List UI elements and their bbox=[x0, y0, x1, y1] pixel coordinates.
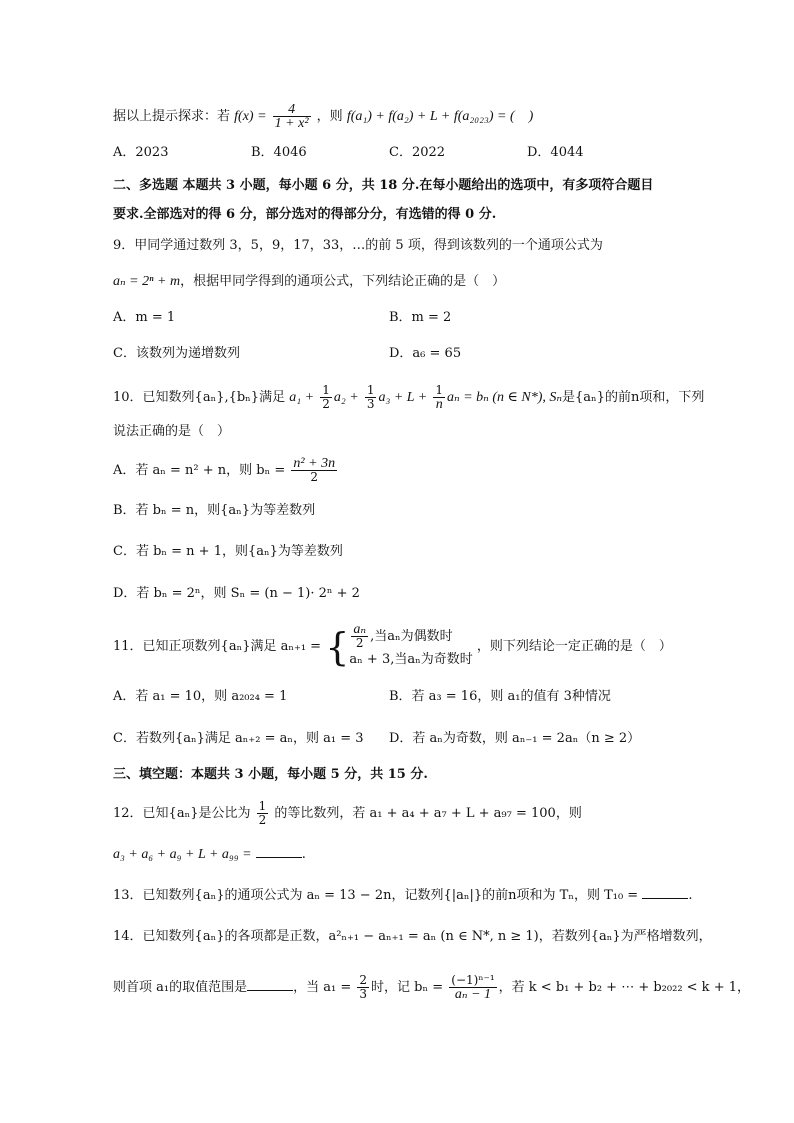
q12-expr: a₃ + a₆ + a₉ + L + a₉₉ = bbox=[113, 847, 252, 862]
q11-case-even-den: 2 bbox=[355, 636, 364, 650]
q12-stem-cont bbox=[113, 845, 306, 865]
q10-frac-2-num: 1 bbox=[366, 383, 375, 397]
q10-suffix: 是{aₙ}的前n项和，下列 bbox=[562, 390, 705, 405]
q8-prefix: 据以上提示探求：若 bbox=[113, 109, 231, 124]
q14-frac-1 bbox=[357, 974, 369, 1001]
q10-term-a1: a₁ + bbox=[289, 390, 315, 405]
q14-text-b: ，当 a₁ = bbox=[293, 980, 352, 995]
q9-stem-rest: ，根据甲同学得到的通项公式，下列结论正确的是（ ） bbox=[180, 274, 506, 289]
q10-option-c: C．若 bₙ = n + 1，则{aₙ}为等差数列 bbox=[113, 544, 343, 559]
q10-term-an: aₙ = bₙ (n ∈ N*), Sₙ bbox=[447, 390, 563, 405]
q14-frac-2 bbox=[449, 974, 496, 1001]
q10-frac-2 bbox=[365, 384, 377, 411]
section3-heading: 三、填空题：本题共 3 小题，每小题 5 分，共 15 分. bbox=[113, 767, 428, 782]
q14-answer-blank[interactable] bbox=[247, 978, 293, 991]
q9-option-c: C．该数列为递增数列 bbox=[113, 346, 240, 361]
q8-option-a: A．2023 bbox=[113, 145, 169, 160]
q11-stem bbox=[113, 622, 672, 676]
q13-text: 13．已知数列{aₙ}的通项公式为 aₙ = 13 − 2n，记数列{|aₙ|}的前n项和为 Tₙ，则 T₁₀ = bbox=[113, 888, 639, 903]
q10-frac-2-den: 3 bbox=[366, 397, 375, 411]
q10-term-a3: a₃ + L + bbox=[378, 390, 428, 405]
q10-option-a bbox=[113, 457, 339, 484]
q11-prefix: 11．已知正项数列{aₙ}满足 aₙ₊₁ = bbox=[113, 639, 322, 654]
q11-case-even bbox=[349, 623, 472, 650]
q11-brace: { bbox=[325, 624, 350, 669]
q8-mid: ，则 bbox=[316, 109, 343, 124]
q14-stem: 14．已知数列{aₙ}的各项都是正数，a²ₙ₊₁ − aₙ₊₁ = aₙ (n ∈ N*, n ≥ 1)，若数列{aₙ}为严格增数列， bbox=[113, 929, 712, 944]
q10-option-d: D．若 bₙ = 2ⁿ，则 Sₙ = (n − 1)· 2ⁿ + 2 bbox=[113, 586, 360, 601]
q11-case-odd: aₙ + 3,当aₙ为奇数时 bbox=[349, 652, 473, 667]
q10-frac-1-den: 2 bbox=[322, 397, 330, 411]
q11-case-even-num: aₙ bbox=[353, 622, 367, 637]
q10-frac-3-den: n bbox=[435, 397, 443, 412]
q10-frac-3 bbox=[433, 384, 445, 411]
q11-case-even-text: ,当aₙ为偶数时 bbox=[370, 629, 453, 644]
q12-answer-blank[interactable] bbox=[256, 845, 302, 858]
q8-frac-den: 1 + x² bbox=[274, 116, 309, 131]
q8-func-lhs: f(x) = bbox=[234, 109, 267, 124]
q14-text-d: ，若 k < b₁ + b₂ + ⋯ + b₂₀₂₂ < k + 1， bbox=[498, 980, 750, 995]
q10-option-a-frac bbox=[291, 457, 337, 484]
q8-option-b: B．4046 bbox=[251, 145, 307, 160]
q10-option-a-num: n² + 3n bbox=[293, 456, 336, 471]
q14-text-c: 时，记 bₙ = bbox=[371, 980, 444, 995]
q12-end: . bbox=[301, 847, 306, 862]
q11-case-even-frac bbox=[351, 623, 368, 650]
q10-frac-1 bbox=[320, 384, 332, 411]
section2-heading: 二、多选题 本题共 3 小题，每小题 6 分，共 18 分.在每小题给出的选项中，有多项符合题目 bbox=[113, 178, 654, 193]
q9-option-d: D．a₆ = 65 bbox=[389, 346, 462, 361]
q8-sum: f(a₁) + f(a₂) + L + f(a₂₀₂₃) = ( ) bbox=[346, 109, 534, 124]
q11-option-c: C．若数列{aₙ}满足 aₙ₊₂ = aₙ，则 a₁ = 3 bbox=[113, 731, 364, 746]
q8-option-c: C．2022 bbox=[389, 145, 446, 160]
q10-frac-3-num: 1 bbox=[435, 383, 444, 397]
q10-stem bbox=[113, 384, 704, 411]
q14-frac-1-num: 2 bbox=[359, 973, 368, 987]
q10-option-a-text: A．若 aₙ = n² + n，则 bₙ = bbox=[113, 463, 286, 478]
q12-suffix: 的等比数列，若 a₁ + a₄ + a₇ + L + a₉₇ = 100，则 bbox=[274, 806, 582, 821]
q13-answer-blank[interactable] bbox=[642, 886, 688, 899]
q11-option-b: B．若 a₃ = 16，则 a₁的值有 3种情况 bbox=[389, 689, 611, 704]
q11-option-a: A．若 a₁ = 10，则 a₂₀₂₄ = 1 bbox=[113, 689, 288, 704]
q11-option-d: D．若 aₙ为奇数，则 aₙ₋₁ = 2aₙ（n ≥ 2） bbox=[389, 731, 641, 746]
q14-frac-2-num: (−1)ⁿ⁻¹ bbox=[451, 973, 495, 987]
q10-prefix: 10．已知数列{aₙ},{bₙ}满足 bbox=[113, 390, 286, 405]
q12-frac-num: 1 bbox=[258, 799, 267, 813]
q8-fraction bbox=[273, 103, 311, 130]
q14-stem-cont bbox=[113, 974, 750, 1001]
q10-term-a2: a₂ + bbox=[333, 390, 359, 405]
q9-formula: aₙ = 2ⁿ + m bbox=[113, 274, 181, 289]
q9-stem: 9．甲同学通过数列 3，5，9，17，33，…的前 5 项，得到该数列的一个通项公式为 bbox=[113, 238, 603, 253]
section2-heading-cont: 要求.全部选对的得 6 分，部分选对的得部分分，有选错的得 0 分. bbox=[113, 207, 497, 222]
q12-prefix: 12．已知{aₙ}是公比为 bbox=[113, 806, 251, 821]
q10-stem-cont: 说法正确的是（ ） bbox=[113, 424, 231, 439]
q11-cases bbox=[349, 623, 472, 670]
q12-fraction bbox=[257, 800, 269, 827]
q13-stem bbox=[113, 886, 692, 906]
q8-option-d: D．4044 bbox=[527, 145, 584, 160]
q8-frac-num: 4 bbox=[273, 103, 311, 117]
q9-stem-cont bbox=[113, 272, 505, 292]
q10-option-b: B．若 bₙ = n，则{aₙ}为等差数列 bbox=[113, 503, 316, 518]
q13-end: . bbox=[688, 888, 693, 903]
q12-stem bbox=[113, 800, 582, 827]
q11-suffix: ，则下列结论一定正确的是（ ） bbox=[476, 639, 672, 654]
q12-frac-den: 2 bbox=[258, 813, 267, 827]
q14-frac-2-den: aₙ − 1 bbox=[454, 987, 492, 1002]
q9-option-a: A．m = 1 bbox=[113, 310, 176, 325]
q9-option-b: B．m = 2 bbox=[389, 310, 452, 325]
q10-frac-1-num: 1 bbox=[322, 383, 330, 397]
q14-frac-1-den: 3 bbox=[359, 987, 368, 1001]
q10-option-a-den: 2 bbox=[310, 470, 319, 484]
q14-text-a: 则首项 a₁的取值范围是 bbox=[113, 980, 248, 995]
q8-stem bbox=[113, 103, 533, 130]
